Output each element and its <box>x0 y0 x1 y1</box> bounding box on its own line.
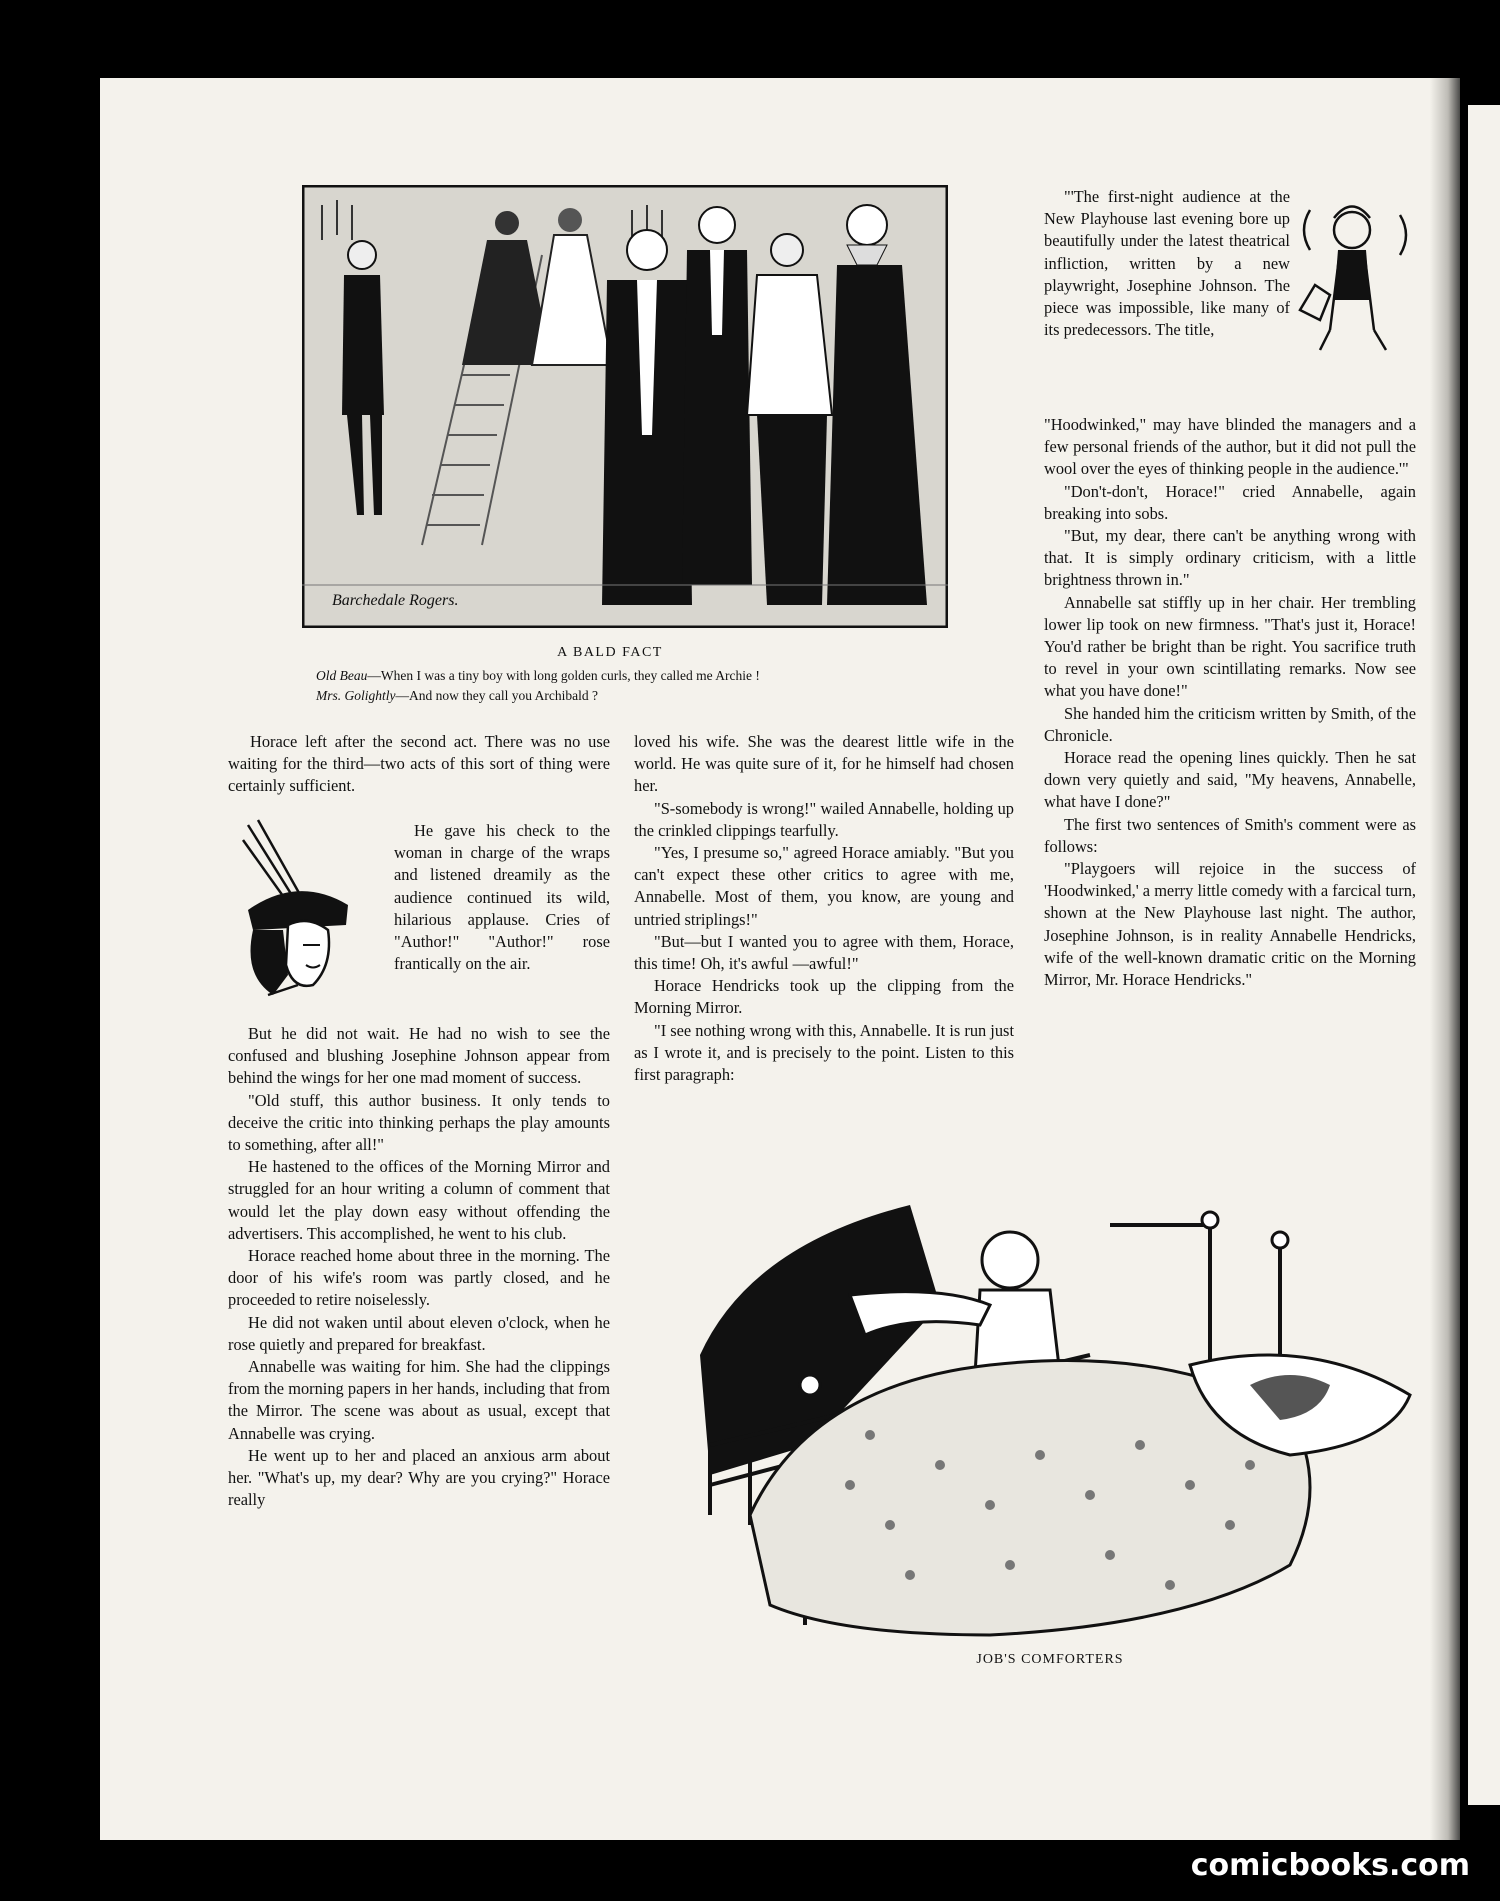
caption-line-2 <box>316 688 956 704</box>
caption-title: A BALD FACT <box>557 645 663 660</box>
col3-paragraph-8: "Playgoers will rejoice in the success of 'Hoodwinked,' a merry little comedy with a farcical turn, shown at the New Playhouse last night. The author, Josephine Johnson, is in reality Annabelle Hendricks, wife of the well-known dramatic critic on the Morning Mirror, Mr. Horace Hendricks." <box>1044 859 1416 990</box>
column-2 <box>634 731 1014 1086</box>
jobs-comforters-illustration <box>690 1185 1430 1645</box>
column-1 <box>228 731 610 798</box>
column-3 <box>1044 414 1416 991</box>
caption-jobs-comforters: JOB'S COMFORTERS <box>976 1652 1124 1667</box>
caption-text-1: —When I was a tiny boy with long golden curls, they called me Archie ! <box>367 668 760 683</box>
column-1-wrap <box>394 820 610 975</box>
col1-paragraph-4: "Old stuff, this author business. It only tends to deceive the critic into thinking perhaps the play amounts to something, after all!" <box>228 1090 610 1155</box>
caption-speaker-1: Old Beau <box>316 668 368 683</box>
caption-line-1 <box>316 668 956 684</box>
col3-paragraph-1: "Hoodwinked," may have blinded the managers and a few personal friends of the author, but it did not pull the wool over the eyes of thinking people in the audience.'" <box>1044 415 1416 479</box>
next-page-edge <box>1468 105 1500 1805</box>
col3-paragraph-7: The first two sentences of Smith's comment were as follows: <box>1044 814 1416 856</box>
bald-fact-illustration <box>302 185 948 628</box>
col1-paragraph-7: He did not waken until about eleven o'clock, when he rose quietly and prepared for breakfast. <box>228 1312 610 1354</box>
column-1-lower <box>228 1023 610 1511</box>
col1-paragraph-9: He went up to her and placed an anxious arm about her. "What's up, my dear? Why are you crying?" Horace really <box>228 1445 610 1510</box>
page-spine-shadow <box>1430 78 1460 1840</box>
col3-paragraph-4: Annabelle sat stiffly up in her chair. Her trembling lower lip took on new firmness. "That's just it, Horace! You'd rather be bright than be right. You sacrifice truth to revel in your own scintillating remarks. Now see what you have done!" <box>1044 592 1416 701</box>
col1-paragraph-6: Horace reached home about three in the morning. The door of his wife's room was partly closed, and he proceeded to retire noiselessly. <box>228 1246 610 1310</box>
col2-paragraph-4: "But—but I wanted you to agree with them, Horace, this time! Oh, it's awful —awful!" <box>634 931 1014 974</box>
col1-paragraph-3: But he did not wait. He had no wish to see the confused and blushing Josephine Johnson appear from behind the wings for her one mad moment of success. <box>228 1024 610 1088</box>
col3-paragraph-5: She handed him the criticism written by Smith, of the Chronicle. <box>1044 703 1416 745</box>
col1-paragraph-1: Horace left after the second act. There was no use waiting for the third—two acts of this sort of thing were certainly sufficient. <box>228 732 610 796</box>
col2-paragraph-2: "S-somebody is wrong!" wailed Annabelle, holding up the crinkled clippings tearfully. <box>634 798 1014 840</box>
col1-paragraph-8: Annabelle was waiting for him. She had the clippings from the morning papers in her hands, including that from the Mirror. The scene was about as usual, except that Annabelle was crying. <box>228 1357 610 1443</box>
column-3-top <box>1044 186 1290 341</box>
col2-paragraph-3: "Yes, I presume so," agreed Horace amiably. "But you can't expect these other critics to agree with me, Annabelle. Most of them, you know, are young and untried striplings!" <box>634 843 1014 929</box>
col2-paragraph-1: loved his wife. She was the dearest little wife in the world. He was quite sure of it, for he himself had chosen her. <box>634 732 1014 796</box>
col2-paragraph-5: Horace Hendricks took up the clipping from the Morning Mirror. <box>634 976 1014 1018</box>
col3-paragraph-6: Horace read the opening lines quickly. Then he sat down very quietly and said, "My heavens, Annabelle, what have I done?" <box>1044 748 1416 812</box>
old-man-sketch <box>1290 190 1420 360</box>
col1-paragraph-2: He gave his check to the woman in charge of the wraps and listened dreamily as the audience continued its wild, hilarious applause. Cries of "Author!" "Author!" rose frantically on the air. <box>394 821 610 974</box>
caption-speaker-2b: Mrs. Golightly <box>316 688 396 703</box>
caption-text-2: —And now they call you Archibald ? <box>395 688 598 703</box>
artist-signature: Barchedale Rogers. <box>332 592 459 609</box>
col3-paragraph-2: "Don't-don't, Horace!" cried Annabelle, again breaking into sobs. <box>1044 481 1416 523</box>
site-watermark: comicbooks.com <box>1190 1848 1470 1883</box>
col2-paragraph-6: "I see nothing wrong with this, Annabelle. It is run just as I wrote it, and is precisely to the point. Listen to this first paragraph: <box>634 1020 1014 1085</box>
indian-chief-sketch <box>228 815 393 1015</box>
col1-paragraph-5: He hastened to the offices of the Morning Mirror and struggled for an hour writing a column of comment that would let the play down easy without offending the advertisers. This accomplished, he went to his club. <box>228 1157 610 1243</box>
col3-paragraph-top: "'The first-night audience at the New Playhouse last evening bore up beautifully under the latest theatrical infliction, written by a new playwright, Josephine Johnson. The piece was impossible, like many of its predecessors. The title, <box>1044 187 1290 340</box>
col3-paragraph-3: "But, my dear, there can't be anything wrong with that. It is simply ordinary criticism, with a little brightness thrown in." <box>1044 526 1416 590</box>
